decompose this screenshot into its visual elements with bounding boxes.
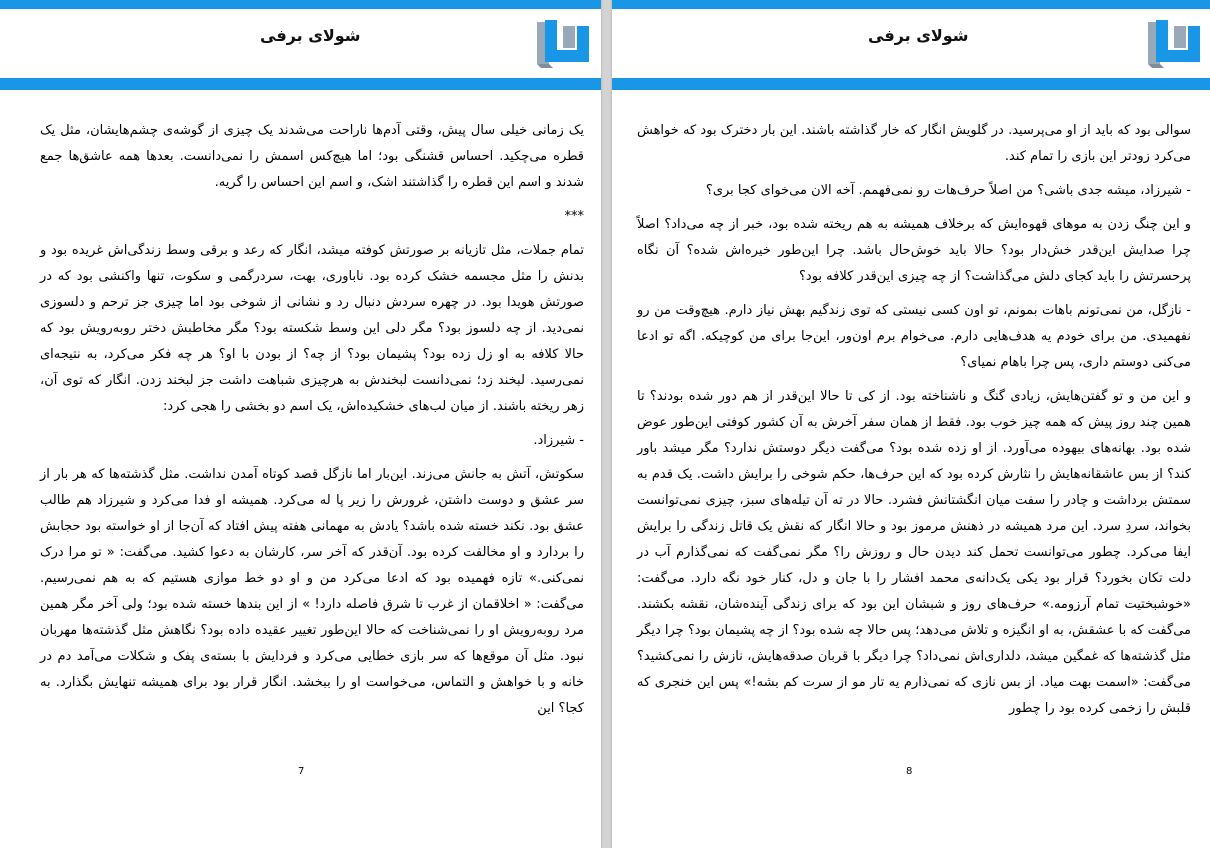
header-top-bar — [612, 0, 1210, 9]
page-body-text — [637, 118, 1191, 730]
page-body-text — [40, 118, 584, 730]
paragraph: یک زمانی خیلی سال پیش، وقتی آدم‌ها ناراحت می‌شدند یک چیزی از گوشه‌ی چشم‌هایشان، مثل یک قطره می‌چکید. احساس قشنگی بود؛ اما هیچ‌کس اسمش را نمی‌دانست. بعدها همه عاشق‌ها جمع شدند و اسم این قطره را گذاشتند اشک، و اسم این احساس را گریه. — [40, 123, 584, 190]
book-title: شولای برفی — [260, 26, 361, 45]
header-bottom-bar — [0, 78, 601, 90]
paragraph: و این من و تو گفتن‌هایش، زیادی گنگ و ناشناخته بود. از کی تا حالا این‌قدر از هم دور شده بودند؟ تا همین چند روز پیش که همه چیز خوب بود. فقط از همان سفر آخرش به آن کشور کوفتی این‌طور عوض شده بود. بهانه‌های بیهوده می‌آورد. از او زده شده بود؟ می‌گفت دیگر دوستش ندارد؟ مگر میشد باور کند؟ از بس عاشقانه‌هایش را نثارش کرده بود که این حرف‌ها، حکم شوخی را برایش داشت. یک قدم به سمتش برداشت و چادر را سفت میان انگشتانش فشرد. حالا در ته آن تیله‌های سبز، چیزی نمی‌توانست بخواند، سردِ سرد. این مرد همیشه در ذهنش مرموز بود و حالا انگار که نقش یک قاتل زندگی را برایش ایفا می‌کرد. چطور می‌توانست تحمل کند دیدن حال و روزش را؟ مگر نمی‌گفت که نمی‌گذارم آب در دلت تکان بخورد؟ قرار بود یکی یک‌دانه‌ی محمد افشار را با جان و دل، کنار خود نگه دارد. می‌گفت: «خوشبختیت تمام آرزومه.» حرف‌های روز و شبشان این بود که برای زندگی آینده‌شان، نقشه بکشند. می‌گفت که با عشقش، به او انگیزه و تلاش می‌دهد؛ پس حالا چه شده بود؟ از چه پشیمان بود؟ چرا دیگر مثل گذشته‌ها که غمگین میشد، دلداری‌اش نمی‌داد؟ چرا دیگر با قربان صدقه‌هایش، نازش را نمی‌کشید؟ می‌گفت: «اسمت بهت میاد. از بس نازی که نمی‌ذارم یه تار مو از سرت کم بشه!» پس این خنجری که قلبش را زخمی کرده بود را چطور — [637, 389, 1191, 716]
paragraph: سکوتش، آتش به جانش می‌زند. این‌بار اما نازگل قصد کوتاه آمدن نداشت. مثل گذشته‌ها که هر بار از سر عشق و دوست داشتن، غرورش را زیر پا له می‌کرد. همیشه او فدا می‌کرد و شیرزاد هم طالب عشق بود. نکند خسته شده باشد؟ یادش به مهمانی هفته پیش افتاد که آن‌جا از او خواسته بود حجابش را بردارد و او مخالفت کرده بود. آن‌قدر که آخر سر، کارشان به دعوا کشید. می‌گفت: « تو مرا درک نمی‌کنی.» تازه فهمیده بود که ادعا می‌کرد من و او دو خط موازی هستیم که به هم نمی‌رسیم. می‌گفت: « اخلاقمان از غرب تا شرق فاصله دارد! » از این بندها خسته شده بود؛ ولی آخر مگر همین مرد روبه‌رویش او را نمی‌شناخت که حالا این‌طور تغییر عقیده داده بود؟ نگاهش مثل گذشته‌ها مهربان نبود. مثل آن موقع‌ها که سر بازی خطایی می‌کرد و فردایش با بسته‌ی پفک و شکلات می‌آمد دم در خانه و با خواهش و التماس، می‌خواست او را ببخشد. انگار قرار بود برای همیشه تنهایش بگذارد. به کجا؟ این — [40, 467, 584, 716]
paragraph: سوالی بود که باید از او می‌پرسید. در گلویش انگار که خار گذاشته باشند. این بار دخترک بود که خواهش می‌کرد زودتر این بازی را تمام کند. — [637, 123, 1191, 164]
book-logo-icon — [537, 20, 589, 68]
page-number: 8 — [906, 766, 913, 777]
paragraph: تمام جملات، مثل تازیانه بر صورتش کوفته میشد، انگار که رعد و برقی وسط زندگی‌اش غریده بود و بدنش را مثل مجسمه خشک کرده بود. ناباوری، بهت، سردرگمی و سکوت، تنها واکنشی بود که در صورتش هویدا بود. در چهره سردش دنبال رد و نشانی از شوخی بود اما چیزی جز ترحم و دلسوزی نمی‌دید. از چه دلسوز بود؟ مگر دلی این وسط شکسته بود؟ مگر مخاطبش دختر روبه‌رویش بود که حالا کلافه به او زل زده بود؟ پشیمان بود؟ از چه؟ از بودن با او؟ هر چه فکر می‌کرد، به نتیجه‌ای نمی‌رسید. لبخند زد؛ نمی‌دانست لبخندش به هرچیزی شباهت داشت جز لبخند زدن. انگار که توی آن، زهر ریخته باشند. از میان لب‌های خشکیده‌اش، یک اسم دو بخشی را هجی کرد: — [40, 243, 584, 414]
dialogue-line: - شیرزاد، میشه جدی باشی؟ من اصلاً حرف‌هات رو نمی‌فهمم. آخه الان می‌خوای کجا بری؟ — [705, 183, 1191, 198]
paragraph: - شیرزاد. — [533, 433, 584, 448]
book-title: شولای برفی — [868, 26, 969, 45]
book-logo-icon — [1148, 20, 1200, 68]
page-right — [612, 0, 1210, 848]
dialogue-line: - نازگل، من نمی‌تونم باهات بمونم، تو اون کسی نیستی که توی زندگیم بهش نیاز دارم. هیچ‌وقت من رو نفهمیدی. من برای خودم یه هدف‌هایی دارم. می‌خوام برم اون‌ور، این‌جا برای من کوچیکه. اگه تو ادعا می‌کنی دوستم داری، پس چرا باهام نمیای؟ — [637, 303, 1191, 370]
page-left — [0, 0, 601, 848]
page-number: 7 — [298, 766, 305, 777]
section-separator: *** — [564, 209, 584, 224]
header-bottom-bar — [612, 78, 1210, 90]
header-top-bar — [0, 0, 601, 9]
paragraph: و این چنگ زدن به موهای قهوه‌ایش که برخلاف همیشه به هم ریخته شده بود، خبر از چه می‌داد؟ اصلاً چرا صدایش این‌قدر خش‌دار بود؟ حالا باید خوش‌حال باشد. چرا این‌طور خیره‌اش شده؟ آن نگاه پرحسرتش را باید کجای دلش می‌گذاشت؟ از چه چیزی این‌قدر کلافه بود؟ — [637, 217, 1191, 284]
